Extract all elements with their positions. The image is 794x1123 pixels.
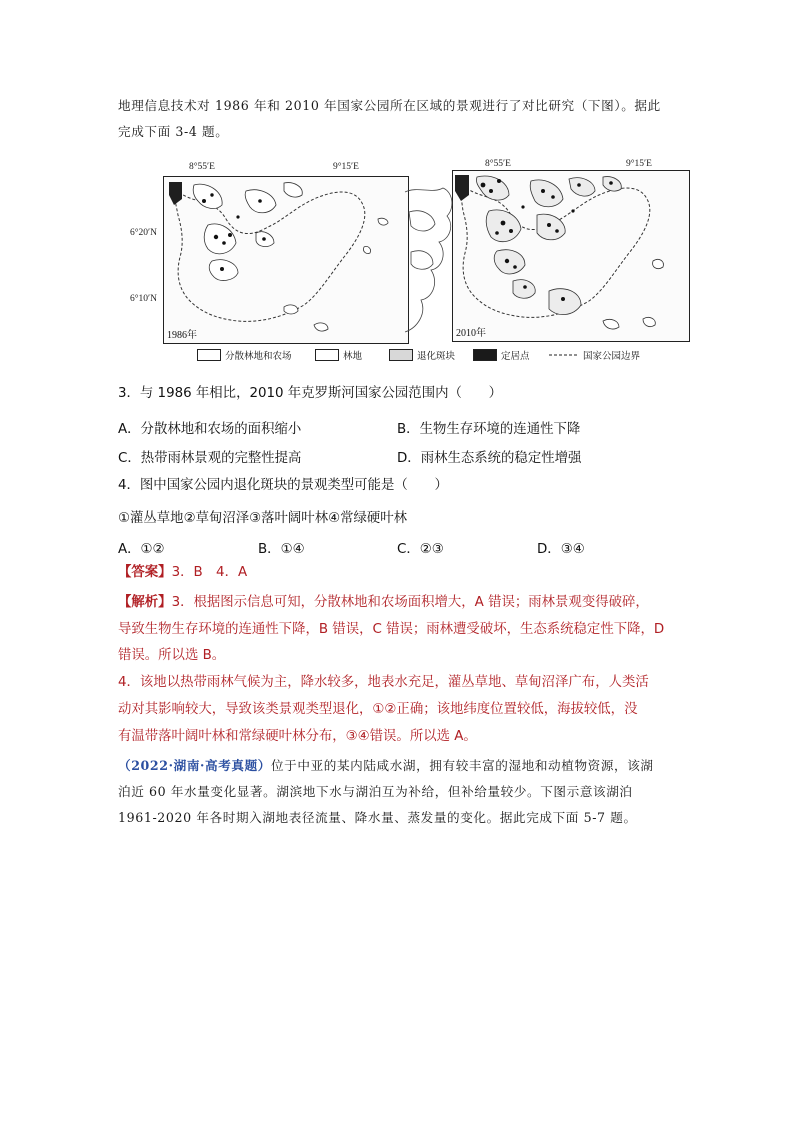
q4-items: ①灌丛草地②草甸沼泽③落叶阔叶林④常绿硬叶林 (118, 511, 408, 526)
legend-label-forest: 林地 (343, 351, 363, 362)
q3-option-b: B．生物生存环境的连通性下降 (397, 422, 581, 437)
map-2010-drawing (453, 171, 689, 341)
legend-swatch-forest (315, 349, 339, 361)
analysis-q4-line-1: 4．该地以热带雨林气候为主，降水较多，地表水充足，灌丛草地、草甸沼泽广布，人类活 (118, 675, 649, 690)
legend-label-settlement: 定居点 (501, 351, 530, 362)
landscape-comparison-figure (130, 159, 695, 378)
lon-label-right-2: 9°15′E (626, 159, 652, 169)
analysis-q4-line-2: 动对其影响较大，导致该类景观类型退化，①②正确；该地纬度位置较低，海拔较低，没 (118, 702, 638, 717)
map-2010 (452, 170, 690, 342)
q3-option-d: D．雨林生态系统的稳定性增强 (397, 451, 582, 466)
analysis-q3-line-1 (118, 590, 649, 616)
q3-option-a: A．分散林地和农场的面积缩小 (118, 422, 302, 437)
next-intro-line-3: 1961-2020 年各时期入湖地表径流量、降水量、蒸发量的变化。据此完成下面 5-7 题。 (118, 810, 637, 825)
answer-label: 【答案】 (118, 565, 172, 580)
lon-label-left-2: 9°15′E (333, 162, 359, 172)
legend-item-park-boundary (549, 348, 640, 362)
legend-swatch-settlement (473, 349, 497, 361)
legend-swatch-degraded (389, 349, 413, 361)
next-intro-text-1: 位于中亚的某内陆咸水湖，拥有较丰富的湿地和动植物资源，该湖 (270, 758, 654, 773)
legend-label-scattered-forest: 分散林地和农场 (225, 351, 292, 362)
q4-option-c: C．②③ (397, 542, 444, 557)
legend-item-settlement (473, 348, 530, 362)
next-intro-line-2: 泊近 60 年水量变化显著。湖滨地下水与湖泊互为补给，但补给量较少。下图示意该湖泊 (118, 784, 633, 799)
lon-label-left-1: 8°55′E (189, 162, 215, 172)
q4-option-b: B．①④ (258, 542, 305, 557)
q4-option-a: A．①② (118, 542, 165, 557)
legend-dashed-line-icon (549, 350, 579, 360)
q3-stem: 3．与 1986 年相比，2010 年克罗斯河国家公园范围内（ ） (118, 386, 503, 401)
legend-item-forest (315, 348, 362, 362)
map-1986 (163, 176, 409, 344)
answer-text: 3．B 4．A (171, 565, 248, 580)
source-tag: （2022·湖南·高考真题） (118, 758, 271, 773)
analysis-q4-line-3: 有温带落叶阔叶林和常绿硬叶林分布，③④错误。所以选 A。 (118, 729, 477, 744)
map-gap-contours (403, 182, 457, 342)
legend-item-degraded (389, 348, 455, 362)
answer-line (118, 560, 247, 586)
lat-label-1: 6°20′N (130, 228, 157, 238)
map-1986-year-label: 1986年 (167, 330, 197, 341)
analysis-q3-text-1: 3．根据图示信息可知，分散林地和农场面积增大，A 错误；雨林景观变得破碎， (171, 595, 649, 610)
legend-item-scattered-forest (197, 348, 292, 362)
map-2010-year-label: 2010年 (456, 328, 486, 339)
legend-label-park-boundary: 国家公园边界 (583, 351, 641, 362)
legend-label-degraded: 退化斑块 (417, 351, 456, 362)
next-intro-line-1 (118, 757, 654, 775)
legend-swatch-scattered-forest (197, 349, 221, 361)
analysis-label: 【解析】 (118, 595, 172, 610)
intro-line-1: 地理信息技术对 1986 年和 2010 年国家公园所在区域的景观进行了对比研究（下图）。据此 (118, 98, 661, 113)
map-legend (155, 348, 695, 364)
analysis-q3-line-3: 错误。所以选 B。 (118, 648, 226, 663)
q4-option-d: D．③④ (537, 542, 585, 557)
q3-option-c: C．热带雨林景观的完整性提高 (118, 451, 302, 466)
lat-label-2: 6°10′N (130, 294, 157, 304)
lon-label-right-1: 8°55′E (485, 159, 511, 169)
map-1986-drawing (164, 177, 408, 343)
q4-stem: 4．图中国家公园内退化斑块的景观类型可能是（ ） (118, 478, 448, 493)
intro-line-2: 完成下面 3-4 题。 (118, 124, 229, 139)
analysis-q3-line-2: 导致生物生存环境的连通性下降，B 错误，C 错误；雨林遭受破坏，生态系统稳定性下降，D (118, 622, 665, 637)
